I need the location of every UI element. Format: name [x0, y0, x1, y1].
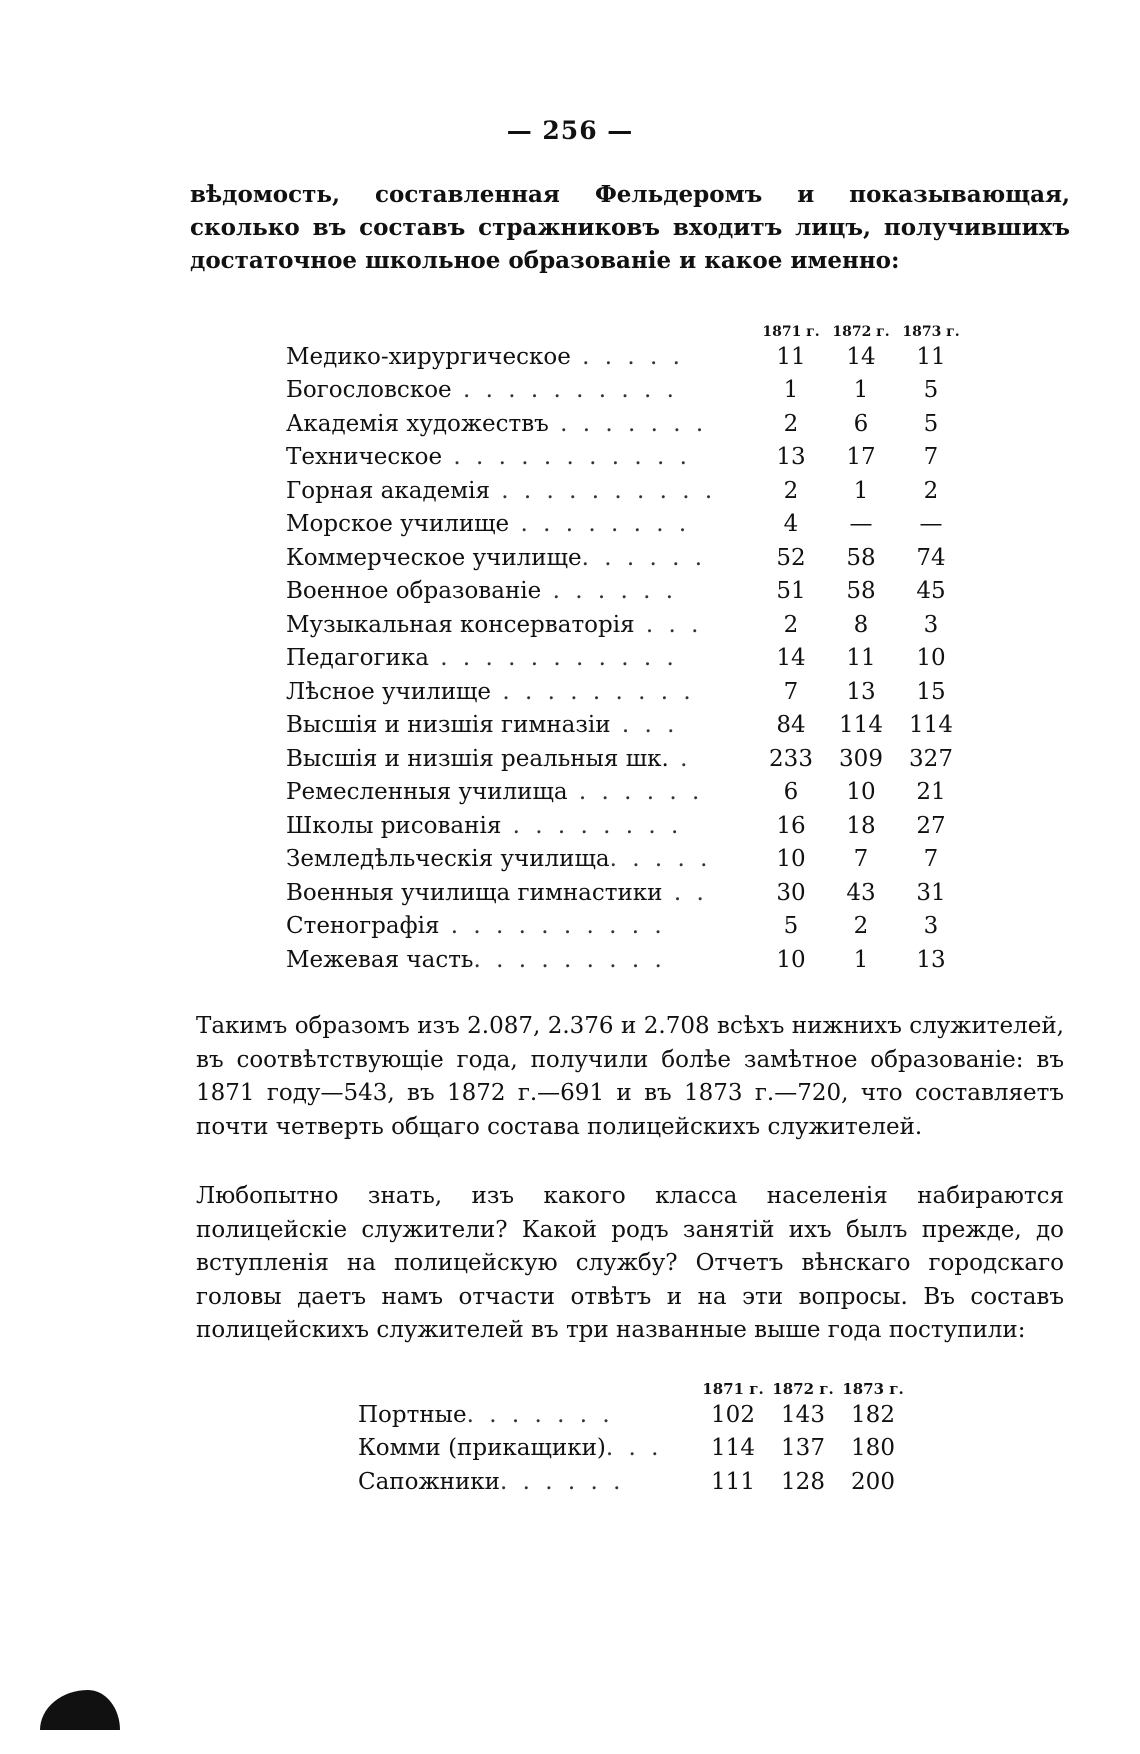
intro-paragraph: вѣдомость, составленная Фельдеромъ и показывающая, сколько въ составъ стражниковъ входитъ лицъ, получившихъ достаточное школьное образованіе и какое именно:	[190, 181, 1070, 274]
cell: 51	[776, 578, 806, 605]
column-header: 1871 г.	[702, 1380, 764, 1398]
cell: 52	[776, 544, 806, 571]
row-label: Военныя училища гимнастики	[286, 879, 663, 906]
column-header: 1871 г.	[762, 324, 820, 340]
cell: 200	[851, 1468, 895, 1495]
cell: 1	[853, 946, 869, 973]
cell: 143	[781, 1401, 825, 1428]
cell: 114	[839, 712, 883, 739]
cell: 1	[853, 377, 869, 404]
cell: 13	[916, 946, 946, 973]
row-label: Педагогика	[286, 645, 429, 672]
table-row: Лѣсное училище . . . . . . . . . 7 13 15	[286, 675, 966, 709]
cell: 31	[916, 879, 946, 906]
row-label: Школы рисованія	[286, 812, 502, 839]
column-header: 1873 г.	[842, 1380, 904, 1398]
cell: 233	[769, 745, 813, 772]
column-header: 1872 г.	[772, 1380, 834, 1398]
cell: —	[919, 511, 943, 538]
row-label: Сапожники	[358, 1468, 501, 1495]
table-header-row	[286, 312, 966, 340]
table-row: Сапожники. . . . . . 111 128 200	[358, 1465, 908, 1499]
row-label: Портные	[358, 1401, 467, 1428]
row-label: Академія художествъ	[286, 410, 549, 437]
question-paragraph: Любопытно знать, изъ какого класса населенія набираются полицейскіе служители? Какой родъ занятій ихъ былъ прежде, до вступленія на полицейскую службу? Отчетъ вѣнскаго городскаго головы даетъ намъ отчасти отвѣтъ и на эти вопросы. Въ составъ полицейскихъ служителей въ три названные выше года поступили:	[196, 1183, 1064, 1343]
cell: 84	[776, 712, 806, 739]
table-row: Медико-хирургическое . . . . . 11 14 11	[286, 340, 966, 374]
cell: 3	[923, 913, 939, 940]
cell: 2	[853, 913, 869, 940]
cell: 5	[923, 377, 939, 404]
cell: 15	[916, 678, 946, 705]
cell: 10	[776, 946, 806, 973]
cell: 1	[853, 477, 869, 504]
cell: 7	[923, 846, 939, 873]
cell: 309	[839, 745, 883, 772]
column-header: 1873 г.	[902, 324, 960, 340]
table-row: Техническое . . . . . . . . . . . 13 17 7	[286, 441, 966, 475]
cell: 58	[846, 578, 876, 605]
cell: 11	[776, 343, 806, 370]
table-row: Морское училище . . . . . . . . 4 — —	[286, 508, 966, 542]
table-row: Ремесленныя училища . . . . . . 6 10 21	[286, 776, 966, 810]
column-header: 1872 г.	[832, 324, 890, 340]
summary-paragraph: Такимъ образомъ изъ 2.087, 2.376 и 2.708 всѣхъ нижнихъ служителей, въ соотвѣтствующіе года, получили болѣе замѣтное образованіе: въ 1871 году—543, въ 1872 г.—691 и въ 1873 г.—720, что составляетъ почти четверть общаго состава полицейскихъ служителей.	[196, 1013, 1064, 1140]
cell: 1	[783, 377, 799, 404]
cell: 4	[783, 511, 799, 538]
cell: 2	[923, 477, 939, 504]
row-label: Военное образованіе	[286, 578, 542, 605]
cell: 8	[853, 611, 869, 638]
cell: 111	[711, 1468, 755, 1495]
cell: 2	[783, 477, 799, 504]
table-row: Коммерческое училище. . . . . . 52 58 74	[286, 541, 966, 575]
cell: 180	[851, 1435, 895, 1462]
row-label: Морское училище	[286, 511, 510, 538]
cell: 13	[776, 444, 806, 471]
row-label: Высшія и низшія реальныя шк.	[286, 745, 669, 772]
cell: 6	[853, 410, 869, 437]
table-header-row	[358, 1370, 908, 1398]
table-row: Музыкальная консерваторія . . . 2 8 3	[286, 608, 966, 642]
occupations-table	[358, 1370, 908, 1499]
table-row: Военныя училища гимнастики . . 30 43 31	[286, 876, 966, 910]
cell: 2	[783, 410, 799, 437]
row-label: Межевая часть	[286, 946, 474, 973]
cell: 5	[923, 410, 939, 437]
cell: 17	[846, 444, 876, 471]
cell: 10	[846, 779, 876, 806]
cell: 102	[711, 1401, 755, 1428]
cell: 11	[916, 343, 946, 370]
cell: 27	[916, 812, 946, 839]
cell: 2	[783, 611, 799, 638]
row-label: Коммерческое училище	[286, 544, 582, 571]
row-label: Богословское	[286, 377, 452, 404]
row-label: Стенографія	[286, 913, 440, 940]
table-row: Академія художествъ . . . . . . . 2 6 5	[286, 407, 966, 441]
cell: 5	[783, 913, 799, 940]
table-row: Межевая часть. . . . . . . . . 10 1 13	[286, 943, 966, 977]
cell: 11	[846, 645, 876, 672]
cell: 7	[853, 846, 869, 873]
table-row: Высшія и низшія реальныя шк. . 233 309 327	[286, 742, 966, 776]
table-row: Комми (прикащики). . . 114 137 180	[358, 1432, 908, 1466]
cell: 10	[776, 846, 806, 873]
row-label: Ремесленныя училища	[286, 779, 568, 806]
cell: 45	[916, 578, 946, 605]
cell: —	[849, 511, 873, 538]
table-row: Портные. . . . . . . 102 143 182	[358, 1398, 908, 1432]
row-label: Горная академія	[286, 477, 490, 504]
table-row: Педагогика . . . . . . . . . . . 14 11 10	[286, 642, 966, 676]
cell: 74	[916, 544, 946, 571]
cell: 327	[909, 745, 953, 772]
table-row: Богословское . . . . . . . . . . 1 1 5	[286, 374, 966, 408]
cell: 6	[783, 779, 799, 806]
education-table	[286, 312, 966, 977]
cell: 13	[846, 678, 876, 705]
table-row: Школы рисованія . . . . . . . . 16 18 27	[286, 809, 966, 843]
table-row: Высшія и низшія гимназіи . . . 84 114 114	[286, 709, 966, 743]
cell: 21	[916, 779, 946, 806]
row-label: Комми (прикащики)	[358, 1435, 606, 1462]
table-row: Земледѣльческія училища. . . . . 10 7 7	[286, 843, 966, 877]
row-label: Медико-хирургическое	[286, 343, 571, 370]
table-row: Военное образованіе . . . . . . 51 58 45	[286, 575, 966, 609]
row-label: Лѣсное училище	[286, 678, 492, 705]
cell: 3	[923, 611, 939, 638]
cell: 7	[783, 678, 799, 705]
cell: 16	[776, 812, 806, 839]
cell: 114	[909, 712, 953, 739]
table-row: Стенографія . . . . . . . . . . 5 2 3	[286, 910, 966, 944]
row-label: Музыкальная консерваторія	[286, 611, 635, 638]
cell: 14	[846, 343, 876, 370]
cell: 128	[781, 1468, 825, 1495]
cell: 137	[781, 1435, 825, 1462]
cell: 114	[711, 1435, 755, 1462]
cell: 14	[776, 645, 806, 672]
cell: 30	[776, 879, 806, 906]
ink-smudge	[40, 1690, 120, 1730]
row-label: Земледѣльческія училища	[286, 846, 610, 873]
cell: 182	[851, 1401, 895, 1428]
cell: 43	[846, 879, 876, 906]
cell: 18	[846, 812, 876, 839]
row-label: Высшія и низшія гимназіи	[286, 712, 611, 739]
cell: 58	[846, 544, 876, 571]
cell: 10	[916, 645, 946, 672]
table-row: Горная академія . . . . . . . . . . 2 1 2	[286, 474, 966, 508]
row-label: Техническое	[286, 444, 443, 471]
page-number: — 256 —	[506, 116, 634, 145]
cell: 7	[923, 444, 939, 471]
